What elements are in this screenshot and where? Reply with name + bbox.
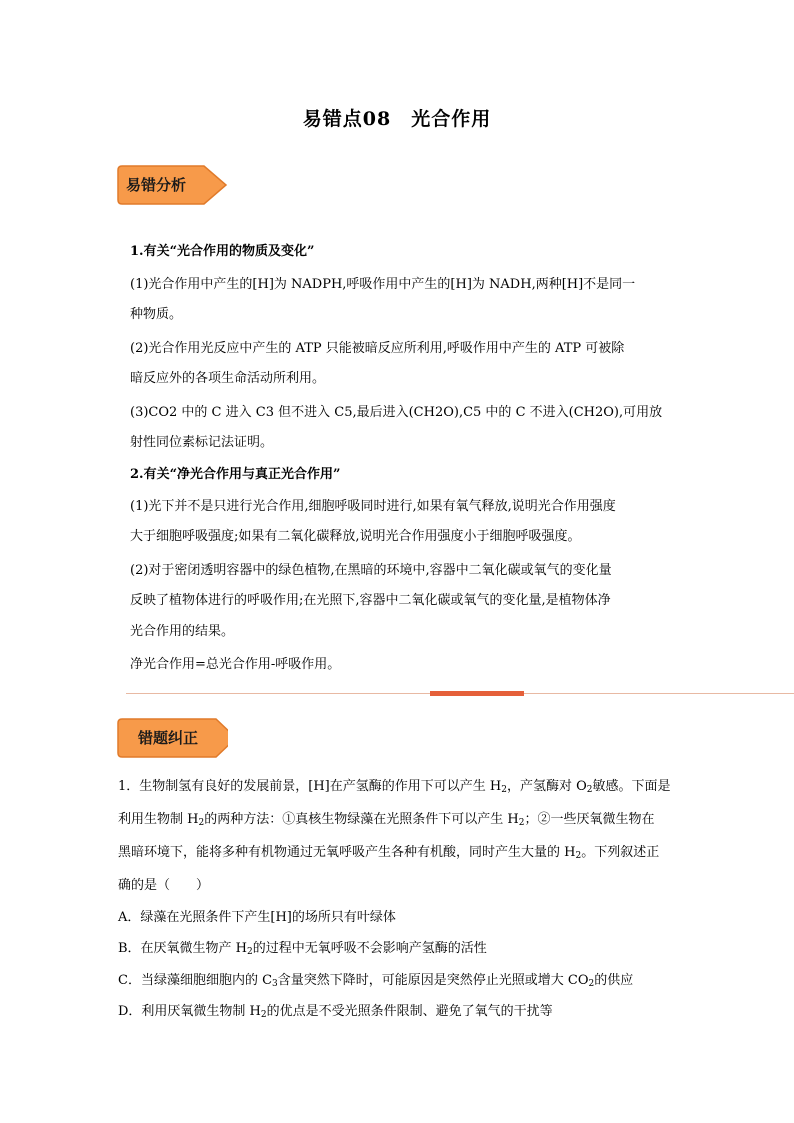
analysis-heading-2: 2.有关“净光合作用与真正光合作用” <box>130 467 341 482</box>
section-tag-correction <box>116 718 228 758</box>
section-divider-accent <box>430 691 524 696</box>
analysis-text: 种物质。 <box>130 307 183 322</box>
option-a: A．绿藻在光照条件下产生[H]的场所只有叶绿体 <box>118 910 396 925</box>
section-tag-label: 易错分析 <box>126 176 187 194</box>
analysis-text: (1)光合作用中产生的[H]为 NADPH,呼吸作用中产生的[H]为 NADH,两种[H]不是同一 <box>130 277 636 292</box>
analysis-heading-1: 1.有关“光合作用的物质及变化” <box>130 244 315 259</box>
section-tag-analysis <box>116 165 228 205</box>
section-tag-label: 错题纠正 <box>138 729 199 747</box>
analysis-text: (2)对于密闭透明容器中的绿色植物,在黑暗的环境中,容器中二氧化碳或氧气的变化量 <box>130 563 612 578</box>
analysis-text: (1)光下并不是只进行光合作用,细胞呼吸同时进行,如果有氧气释放,说明光合作用强度 <box>130 499 616 514</box>
analysis-text: 反映了植物体进行的呼吸作用;在光照下,容器中二氧化碳或氧气的变化量,是植物体净 <box>130 593 611 608</box>
analysis-text: (2)光合作用光反应中产生的 ATP 只能被暗反应所利用,呼吸作用中产生的 ATP 可被除 <box>130 341 625 356</box>
analysis-text: 暗反应外的各项生命活动所利用。 <box>130 371 326 386</box>
analysis-text: 大于细胞呼吸强度;如果有二氧化碳释放,说明光合作用强度小于细胞呼吸强度。 <box>130 529 581 544</box>
analysis-text: 光合作用的结果。 <box>130 624 235 639</box>
page-title: 易错点08 光合作用 <box>302 108 492 130</box>
analysis-text: 射性同位素标记法证明。 <box>130 435 274 450</box>
analysis-formula: 净光合作用=总光合作用-呼吸作用。 <box>130 657 341 672</box>
option-d: D．利用厌氧微生物制 $H_2$的优点是不受光照条件限制、避免了氧气的干扰等 <box>118 1004 553 1020</box>
question-stem-line: 黑暗环境下，能将多种有机物通过无氧呼吸产生各种有机酸，同时产生大量的 $H_2$。下列叙述正 <box>118 845 660 861</box>
option-b: B．在厌氧微生物产 $H_2$的过程中无氧呼吸不会影响产氢酶的活性 <box>118 941 487 957</box>
option-c: C．当绿藻细胞细胞内的 $C_3$含量突然下降时，可能原因是突然停止光照或增大 $CO_2$的供应 <box>118 973 634 989</box>
question-stem-line: 1．生物制氢有良好的发展前景，[H]在产氢酶的作用下可以产生 $H_2$，产氢酶对 $O_2$敏感。下面是 <box>118 779 671 795</box>
analysis-text: (3)CO2 中的 C 进入 C3 但不进入 C5,最后进入(CH2O),C5 中的 C 不进入(CH2O),可用放 <box>130 405 663 420</box>
question-stem-line: 利用生物制 $H_2$的两种方法：①真核生物绿藻在光照条件下可以产生 $H_2$；②一些厌氧微生物在 <box>118 812 655 828</box>
question-stem-line: 确的是（ ） <box>118 878 210 893</box>
